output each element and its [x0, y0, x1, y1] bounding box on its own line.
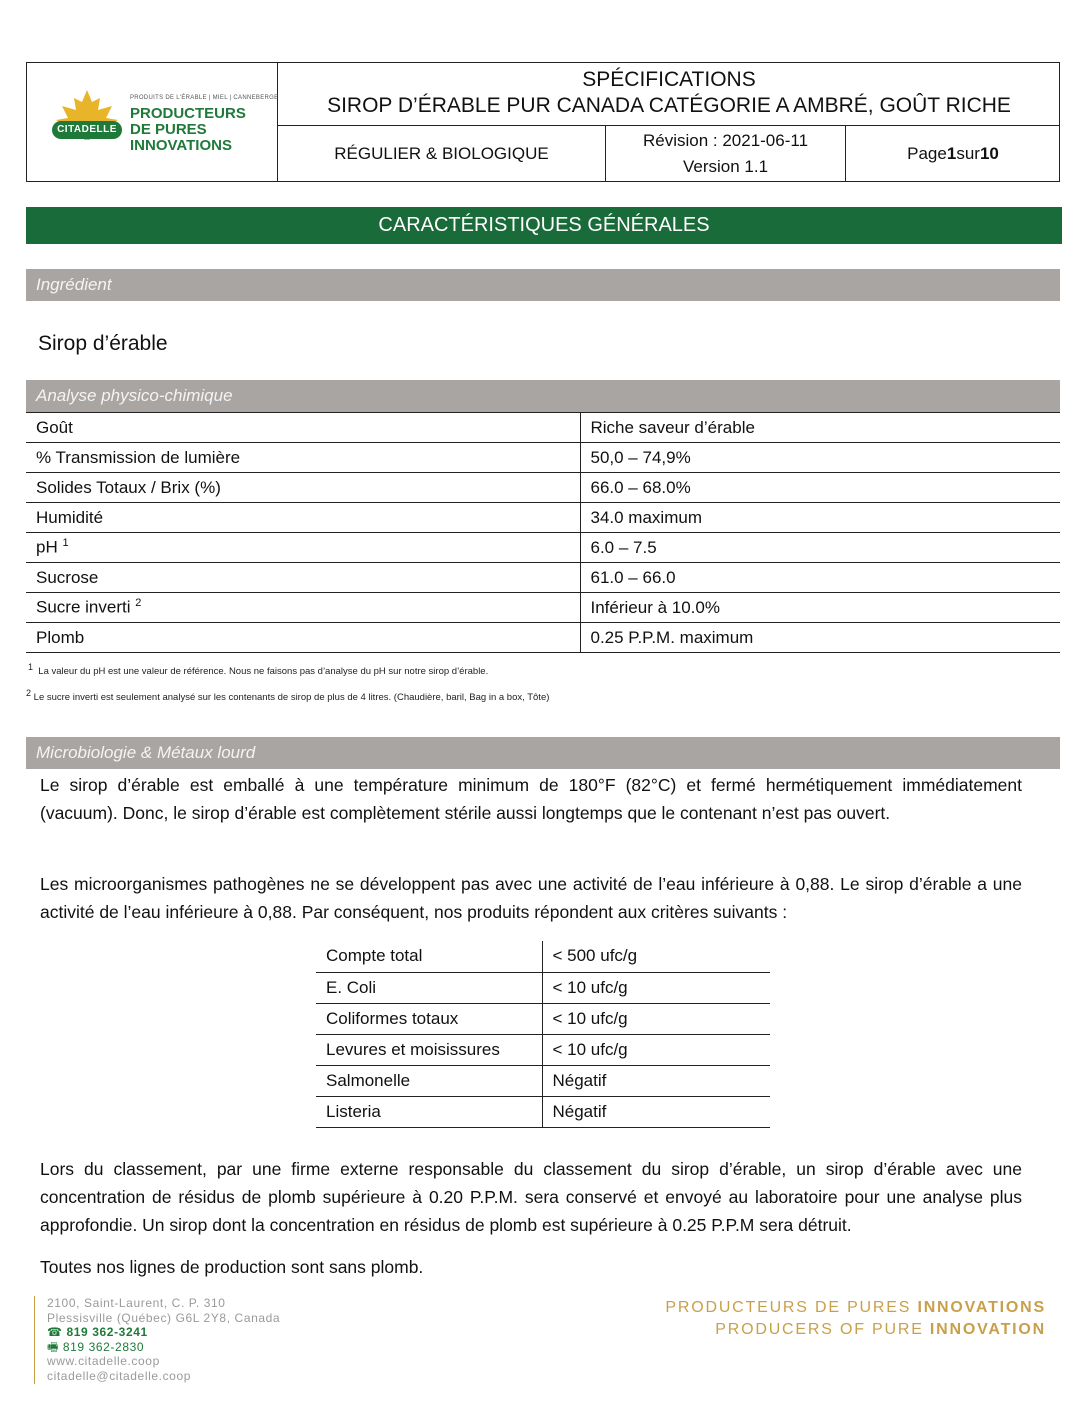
- tagline-en-a: PRODUCERS OF PURE: [715, 1321, 930, 1338]
- analysis-row: [26, 533, 1060, 563]
- micro-value: < 500 ufc/g: [542, 941, 770, 972]
- analysis-row: [26, 473, 1060, 503]
- fax-icon: 🖷: [47, 1339, 59, 1354]
- section-title: CARACTÉRISTIQUES GÉNÉRALES: [26, 207, 1062, 244]
- phone-line: [47, 1325, 280, 1340]
- analysis-key: [26, 443, 580, 473]
- micro-key: Compte total: [316, 941, 542, 972]
- footnote-1-text: La valeur du pH est une valeur de référence. Nous ne faisons pas d’analyse du pH sur notre sirop d’érable.: [38, 666, 489, 678]
- analysis-value: 0.25 P.P.M. maximum: [580, 623, 1060, 653]
- analysis-row: [26, 413, 1060, 443]
- analysis-key: [26, 413, 580, 443]
- tagline-en: [665, 1319, 1046, 1341]
- logo-brand-line-1: PRODUCTEURS: [130, 105, 246, 122]
- analysis-heading: Analyse physico-chimique: [26, 380, 1060, 412]
- footnote-2-text: Le sucre inverti est seulement analysé sur les contenants de sirop de plus de 4 litres. (Chaudière, baril, Bag in a box, Tôte): [33, 692, 550, 704]
- page-prefix: Page: [907, 144, 947, 163]
- analysis-row: [26, 503, 1060, 533]
- footnote-2-mark: 2: [26, 688, 32, 698]
- analysis-key-text: Humidité: [36, 507, 104, 527]
- website[interactable]: www.citadelle.coop: [47, 1354, 160, 1369]
- micro-value: Négatif: [542, 1065, 770, 1096]
- analysis-row: [26, 593, 1060, 623]
- tagline-fr: [665, 1297, 1046, 1319]
- address-line-2: Plessisville (Québec) G6L 2Y8, Canada: [47, 1310, 281, 1325]
- analysis-row: [26, 443, 1060, 473]
- micro-key: E. Coli: [316, 972, 542, 1003]
- analysis-value: 61.0 – 66.0: [580, 563, 1060, 593]
- analysis-key-text: pH: [36, 537, 63, 557]
- footnote-1-mark: 1: [28, 662, 34, 672]
- micro-row: [316, 1003, 770, 1034]
- title-line-2: SIROP D’ÉRABLE PUR CANADA CATÉGORIE A AMBRÉ, GOÛT RICHE: [327, 94, 1011, 117]
- analysis-key-text: Solides Totaux / Brix (%): [36, 477, 221, 497]
- logo-brand: [130, 106, 246, 154]
- tagline-en-b: INNOVATION: [929, 1321, 1046, 1338]
- fax-line: [47, 1340, 280, 1355]
- micro-heading: Microbiologie & Métaux lourd: [26, 737, 1060, 769]
- logo-tagline: PRODUITS DE L'ÉRABLE | MIEL | CANNEBERGE: [130, 95, 279, 101]
- micro-value: < 10 ufc/g: [542, 1034, 770, 1065]
- micro-paragraph-1: Le sirop d’érable est emballé à une température minimum de 180°F (82°C) et fermé hermétiquement immédiatement (vacuum). Donc, le sirop d’érable est complètement stérile aussi longtemps que le contenant n’est pas ouvert.: [40, 775, 1022, 823]
- email[interactable]: citadelle@citadelle.coop: [47, 1368, 191, 1383]
- product-type: RÉGULIER & BIOLOGIQUE: [278, 126, 606, 182]
- lead-paragraph: Lors du classement, par une firme externe responsable du classement du sirop d’érable, un sirop d’érable avec une concentration de résidus de plomb supérieure à 0.20 P.P.M. sera conservé et envoyé au laboratoire pour une analyse plus approfondie. Un sirop dont la concentration en résidus de plomb est supérieure à 0.25 P.P.M sera détruit.: [40, 1159, 1022, 1235]
- micro-key: Salmonelle: [316, 1065, 542, 1096]
- micro-key: Coliformes totaux: [316, 1003, 542, 1034]
- logo-badge: CITADELLE: [52, 121, 122, 139]
- phone-icon: ☎: [47, 1325, 63, 1340]
- analysis-value: Riche saveur d’érable: [580, 413, 1060, 443]
- micro-value: < 10 ufc/g: [542, 1003, 770, 1034]
- footer-tagline: [665, 1297, 1046, 1341]
- analysis-key-text: Sucre inverti: [36, 597, 136, 617]
- micro-row: [316, 1034, 770, 1065]
- analysis-key: [26, 563, 580, 593]
- analysis-key-text: Goût: [36, 417, 73, 437]
- address-line-1: 2100, Saint-Laurent, C. P. 310: [47, 1296, 226, 1310]
- micro-key: Listeria: [316, 1096, 542, 1127]
- footnote-ref: 2: [135, 597, 142, 610]
- analysis-value: 50,0 – 74,9%: [580, 443, 1060, 473]
- analysis-key-text: Plomb: [36, 627, 85, 647]
- footnote-1: [28, 662, 488, 677]
- ingredient-heading: Ingrédient: [26, 269, 1060, 301]
- analysis-row: [26, 623, 1060, 653]
- footnote-2: [26, 688, 549, 703]
- revision-date: Révision : 2021-06-11: [642, 131, 809, 150]
- page-number: 1: [946, 144, 957, 163]
- version-label: Version 1.1: [682, 157, 769, 176]
- analysis-value: Inférieur à 10.0%: [580, 593, 1060, 623]
- document-title: [278, 62, 1060, 126]
- analysis-key: [26, 503, 580, 533]
- analysis-row: [26, 563, 1060, 593]
- title-line-1: SPÉCIFICATIONS: [582, 68, 756, 91]
- page-total: 10: [979, 144, 999, 163]
- lead-free-statement: Toutes nos lignes de production sont sans plomb.: [40, 1257, 424, 1277]
- tagline-fr-b: INNOVATIONS: [917, 1299, 1046, 1316]
- fax-number: 819 362-2830: [62, 1339, 145, 1354]
- micro-value: < 10 ufc/g: [542, 972, 770, 1003]
- micro-row: [316, 972, 770, 1003]
- ingredient-value: Sirop d’érable: [38, 332, 168, 355]
- analysis-key: [26, 473, 580, 503]
- page-mid: sur: [956, 144, 980, 163]
- micro-table: [316, 941, 770, 1128]
- analysis-table: [26, 412, 1060, 653]
- logo-brand-line-3: INNOVATIONS: [130, 137, 232, 154]
- micro-row: [316, 1096, 770, 1127]
- micro-paragraph-2: Les microorganismes pathogènes ne se développent pas avec une activité de l’eau inférieure à 0,88. Le sirop d’érable a une activité de l’eau inférieure à 0,88. Par conséquent, nos produits répondent aux critères suivants :: [40, 874, 1022, 922]
- footer-address: [34, 1296, 280, 1384]
- micro-key: Levures et moisissures: [316, 1034, 542, 1065]
- analysis-key: [26, 533, 580, 563]
- maple-leaf-icon: [52, 88, 122, 148]
- phone-number: 819 362-3241: [66, 1325, 148, 1340]
- revision-cell: [606, 126, 846, 182]
- micro-row: [316, 1065, 770, 1096]
- analysis-value: 6.0 – 7.5: [580, 533, 1060, 563]
- analysis-value: 34.0 maximum: [580, 503, 1060, 533]
- micro-value: Négatif: [542, 1096, 770, 1127]
- analysis-key-text: % Transmission de lumière: [36, 447, 241, 467]
- analysis-value: 66.0 – 68.0%: [580, 473, 1060, 503]
- tagline-fr-a: PRODUCTEURS DE PURES: [665, 1299, 918, 1316]
- footnote-ref: 1: [62, 537, 69, 550]
- page-indicator: [846, 126, 1060, 182]
- analysis-key: [26, 623, 580, 653]
- analysis-key: [26, 593, 580, 623]
- analysis-key-text: Sucrose: [36, 567, 99, 587]
- micro-row: [316, 941, 770, 972]
- logo-brand-line-2: DE PURES: [130, 121, 207, 138]
